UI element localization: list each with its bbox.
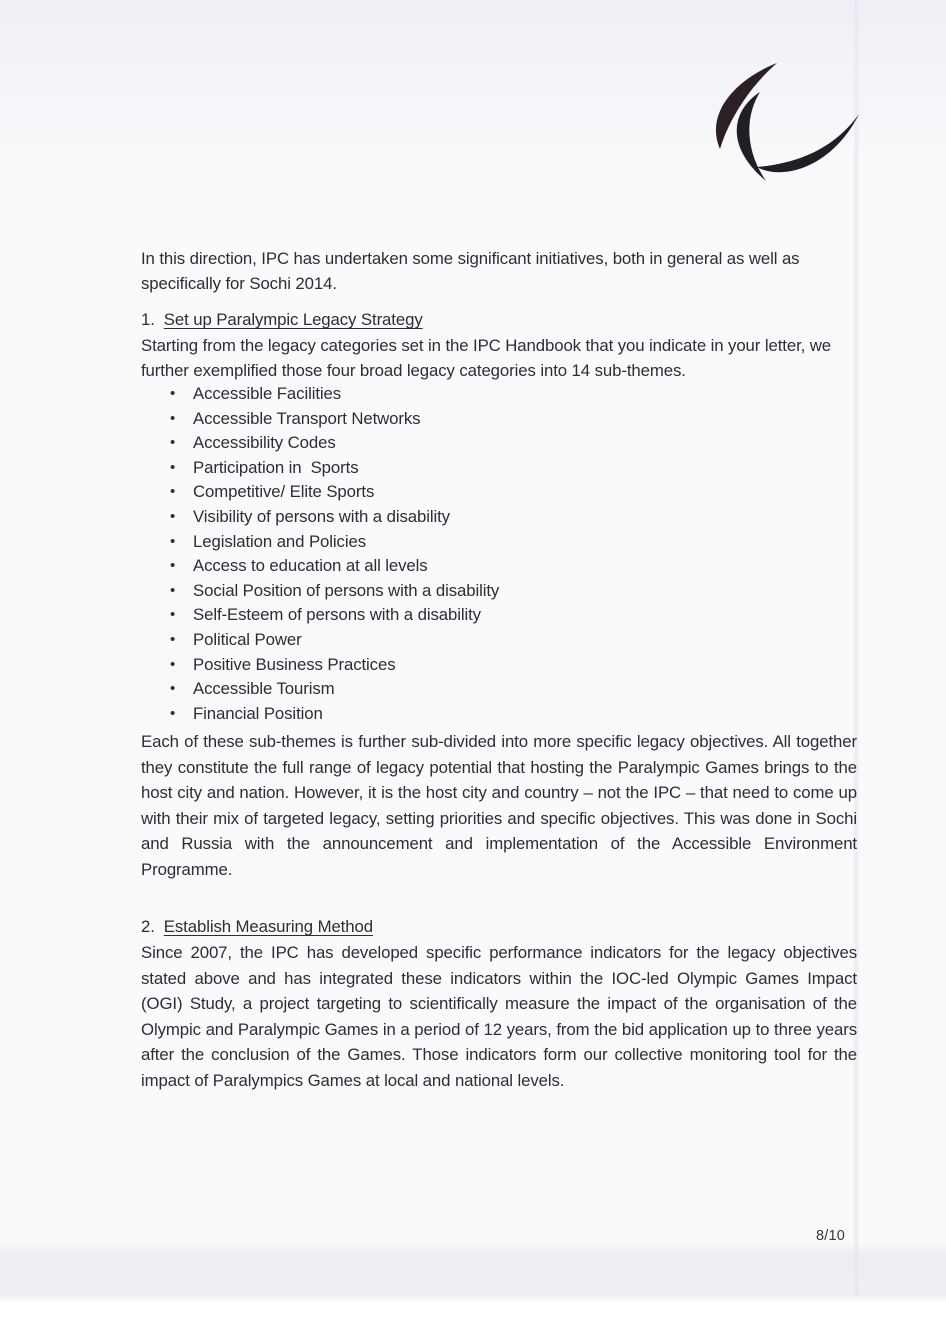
paralympic-agitos-logo [680, 48, 910, 208]
section-2-heading [141, 914, 857, 939]
list-item: • Participation in Sports [141, 456, 857, 481]
intro-paragraph: In this direction, IPC has undertaken some significant initiatives, both in general as well as specifically for Sochi 2014. [141, 249, 800, 293]
section-1-heading [141, 307, 857, 332]
list-item: • Positive Business Practices [141, 653, 857, 678]
list-item: • Self-Esteem of persons with a disability [141, 603, 857, 628]
list-item: • Access to education at all levels [141, 554, 857, 579]
section-2-number: 2. [141, 917, 155, 936]
section-2-title: Establish Measuring Method [163, 917, 373, 936]
section-2-body-block [141, 940, 857, 1093]
section-1-heading-block [141, 307, 857, 332]
section-1-body-block [141, 729, 857, 882]
list-item: • Political Power [141, 628, 857, 653]
section-1-body-paragraph: Each of these sub-themes is further sub-divided into more specific legacy objectives. All together they constitute the full range of legacy potential that hosting the Paralympic Games brings to the host city and nation. However, it is the host city and country – not the IPC – that need to come up with their mix of targeted legacy, setting priorities and specific objectives. This was done in Sochi and Russia with the announcement and implementation of the Accessible Environment Programme. [141, 732, 857, 879]
section-1-lead-paragraph: Starting from the legacy categories set in the IPC Handbook that you indicate in your letter, we further exemplified those four broad legacy categories into 14 sub-themes. [141, 336, 832, 380]
sub-themes-list-block [141, 382, 857, 726]
page-number: 8/10 [816, 1228, 846, 1244]
sub-themes-list [141, 382, 857, 726]
section-1-number: 1. [141, 310, 155, 329]
list-item: • Competitive/ Elite Sports [141, 480, 857, 505]
list-item: • Accessible Transport Networks [141, 407, 857, 432]
list-item: • Legislation and Policies [141, 530, 857, 555]
list-item: • Financial Position [141, 702, 857, 727]
list-item: • Social Position of persons with a disability [141, 579, 857, 604]
list-item: • Accessible Tourism [141, 677, 857, 702]
list-item: • Visibility of persons with a disability [141, 505, 857, 530]
section-1-lead-block [141, 333, 857, 383]
section-2-body-paragraph: Since 2007, the IPC has developed specific performance indicators for the legacy objectives stated above and has integrated these indicators within the IOC-led Olympic Games Impact (OGI) Study, a project targeting to scientifically measure the impact of the organisation of the Olympic and Paralympic Games in a period of 12 years, from the bid application up to three years after the conclusion of the Games. Those indicators form our collective monitoring tool for the impact of Paralympics Games at local and national levels. [141, 943, 857, 1090]
section-1-title: Set up Paralympic Legacy Strategy [163, 310, 423, 329]
section-2-heading-block [141, 914, 857, 939]
list-item: • Accessibility Codes [141, 431, 857, 456]
intro-paragraph-block [141, 246, 857, 296]
list-item: • Accessible Facilities [141, 382, 857, 407]
